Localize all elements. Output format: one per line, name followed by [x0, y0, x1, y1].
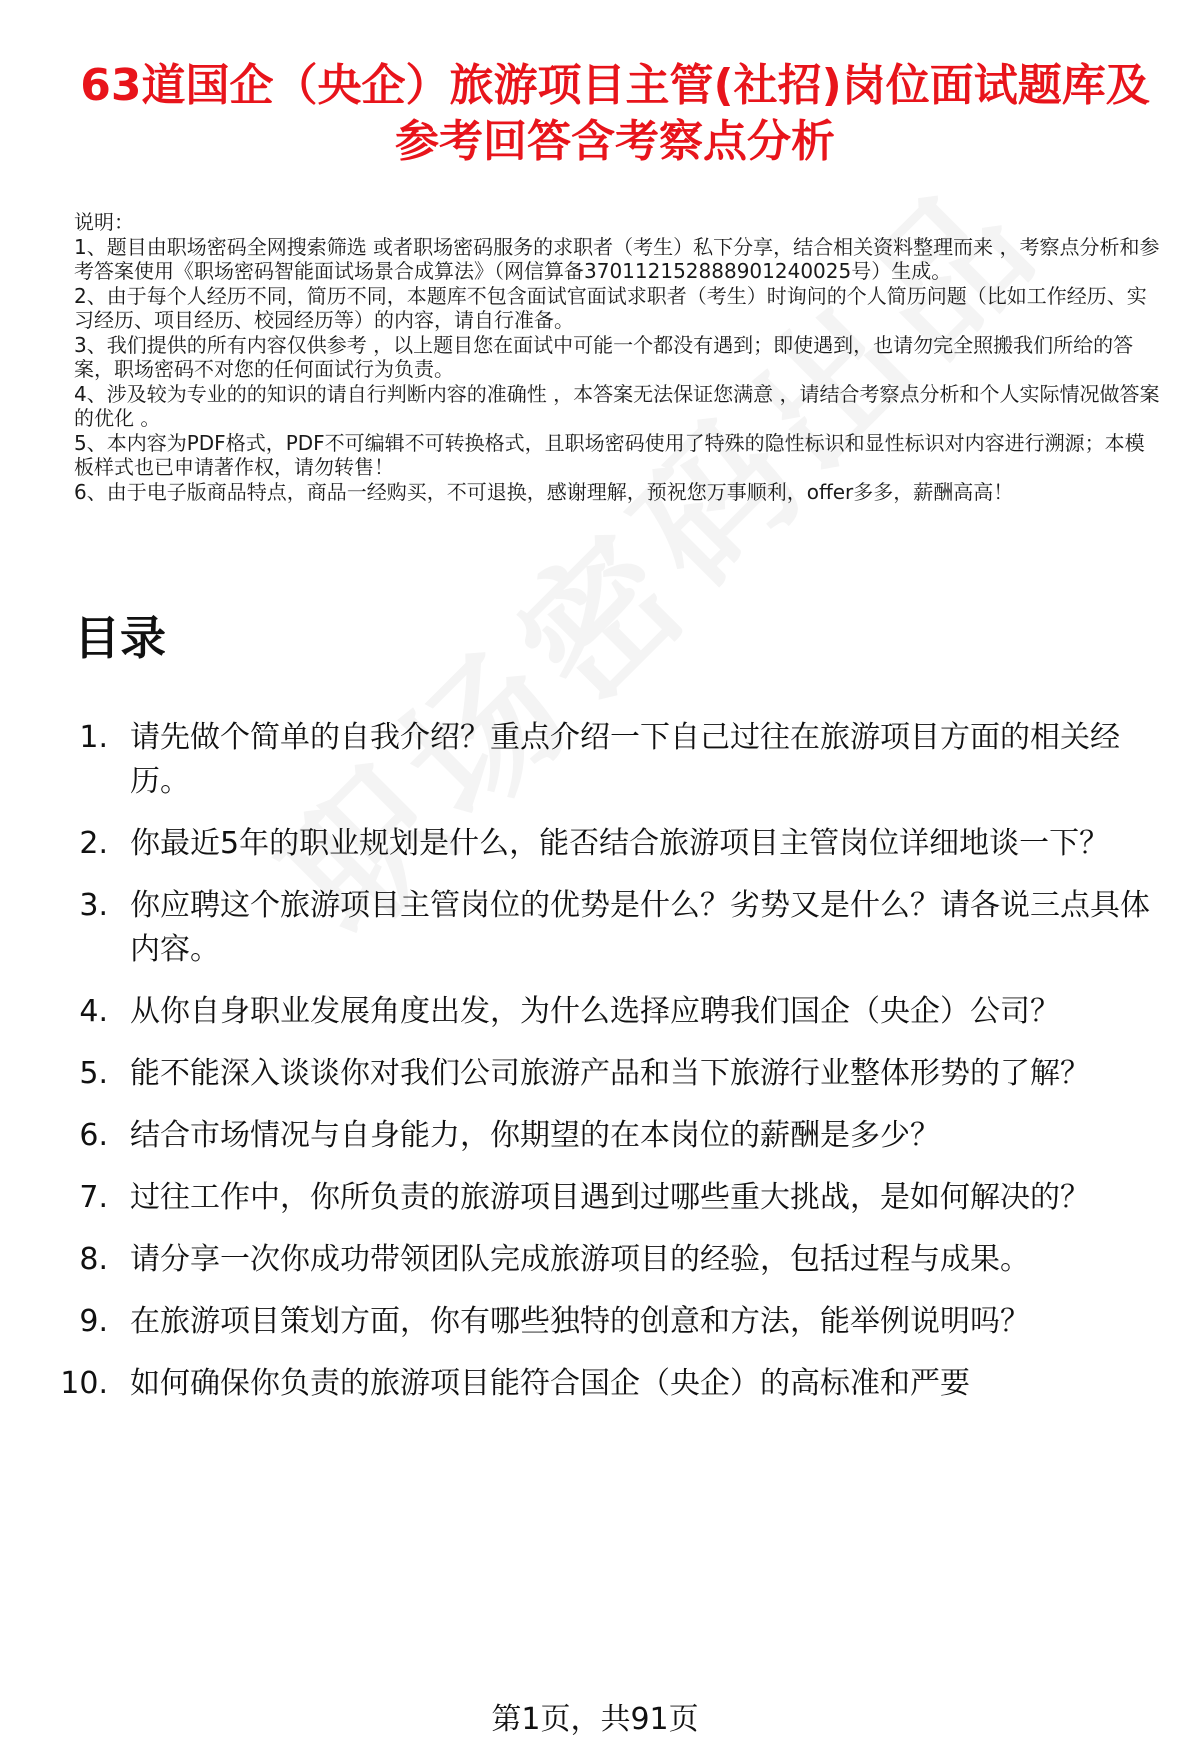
toc-item-text: 过往工作中，你所负责的旅游项目遇到过哪些重大挑战，是如何解决的？	[130, 1180, 1090, 1215]
toc-item-text: 请先做个简单的自我介绍？重点介绍一下自己过往在旅游项目方面的相关经历。	[130, 720, 1120, 799]
toc-item-text: 在旅游项目策划方面，你有哪些独特的创意和方法，能举例说明吗？	[130, 1304, 1030, 1339]
toc-item-number: 6.	[79, 1118, 108, 1153]
toc-item-text: 你应聘这个旅游项目主管岗位的优势是什么？劣势又是什么？请各说三点具体内容。	[130, 888, 1150, 967]
toc-item-number: 7.	[79, 1180, 108, 1215]
toc-item-number: 10.	[60, 1366, 108, 1401]
toc-item-number: 9.	[79, 1304, 108, 1339]
toc-item[interactable]	[60, 1176, 1170, 1220]
toc-item-number: 2.	[79, 826, 108, 861]
toc-item-text: 你最近5年的职业规划是什么，能否结合旅游项目主管岗位详细地谈一下？	[130, 826, 1110, 861]
toc-item-text: 请分享一次你成功带领团队完成旅游项目的经验，包括过程与成果。	[130, 1242, 1030, 1277]
note-item: 3、我们提供的所有内容仅供参考 ，以上题目您在面试中可能一个都没有遇到；即使遇到，也请勿完全照搬我们所给的答案，职场密码不对您的任何面试行为负责。	[74, 332, 1134, 381]
toc-item[interactable]	[60, 1114, 1170, 1158]
page-number-footer: 第1页，共91页	[491, 1702, 699, 1737]
toc-item-number: 5.	[79, 1056, 108, 1091]
toc-item[interactable]	[60, 716, 1170, 804]
toc-item[interactable]	[60, 1238, 1170, 1282]
toc-item-number: 1.	[79, 720, 108, 755]
note-item: 5、本内容为PDF格式，PDF不可编辑不可转换格式，且职场密码使用了特殊的隐性标识和显性标识对内容进行溯源；本模板样式也已申请著作权，请勿转售！	[74, 430, 1145, 479]
note-item: 4、涉及较为专业的的知识的请自行判断内容的准确性 ，本答案无法保证您满意 ，请结合考察点分析和个人实际情况做答案的优化 。	[74, 381, 1160, 430]
toc-item[interactable]	[60, 1300, 1170, 1344]
notes-heading: 说明：	[74, 210, 134, 234]
toc-item-number: 4.	[79, 994, 108, 1029]
note-item: 6、由于电子版商品特点，商品一经购买，不可退换，感谢理解，预祝您万事顺利，offer多多，薪酬高高！	[74, 479, 1014, 504]
toc-item-text: 结合市场情况与自身能力，你期望的在本岗位的薪酬是多少？	[130, 1118, 940, 1153]
notes-section	[74, 210, 1164, 504]
toc-item[interactable]	[60, 822, 1170, 866]
toc-item[interactable]	[60, 990, 1170, 1034]
toc-item-text: 能不能深入谈谈你对我们公司旅游产品和当下旅游行业整体形势的了解？	[130, 1056, 1090, 1091]
toc-item-text: 从你自身职业发展角度出发，为什么选择应聘我们国企（央企）公司？	[130, 994, 1060, 1029]
toc-item[interactable]	[60, 1052, 1170, 1096]
toc-item-text: 如何确保你负责的旅游项目能符合国企（央企）的高标准和严要	[130, 1366, 970, 1401]
toc-item[interactable]	[60, 1362, 1170, 1406]
note-item: 2、由于每个人经历不同，简历不同，本题库不包含面试官面试求职者（考生）时询问的个人简历问题（比如工作经历、实习经历、项目经历、校园经历等）的内容，请自行准备。	[74, 283, 1147, 332]
toc-item-number: 3.	[79, 888, 108, 923]
toc-list	[60, 716, 1170, 1424]
toc-item-number: 8.	[79, 1242, 108, 1277]
toc-heading: 目录	[74, 611, 166, 665]
note-item: 1、题目由职场密码全网搜索筛选 或者职场密码服务的求职者（考生）私下分享，结合相关资料整理而来 ，考察点分析和参考答案使用《职场密码智能面试场景合成算法》（网信算备370112152888901240025号）生成。	[74, 234, 1160, 283]
toc-item[interactable]	[60, 884, 1170, 972]
document-title: 63道国企（央企）旅游项目主管(社招)岗位面试题库及参考回答含考察点分析	[80, 60, 1150, 167]
